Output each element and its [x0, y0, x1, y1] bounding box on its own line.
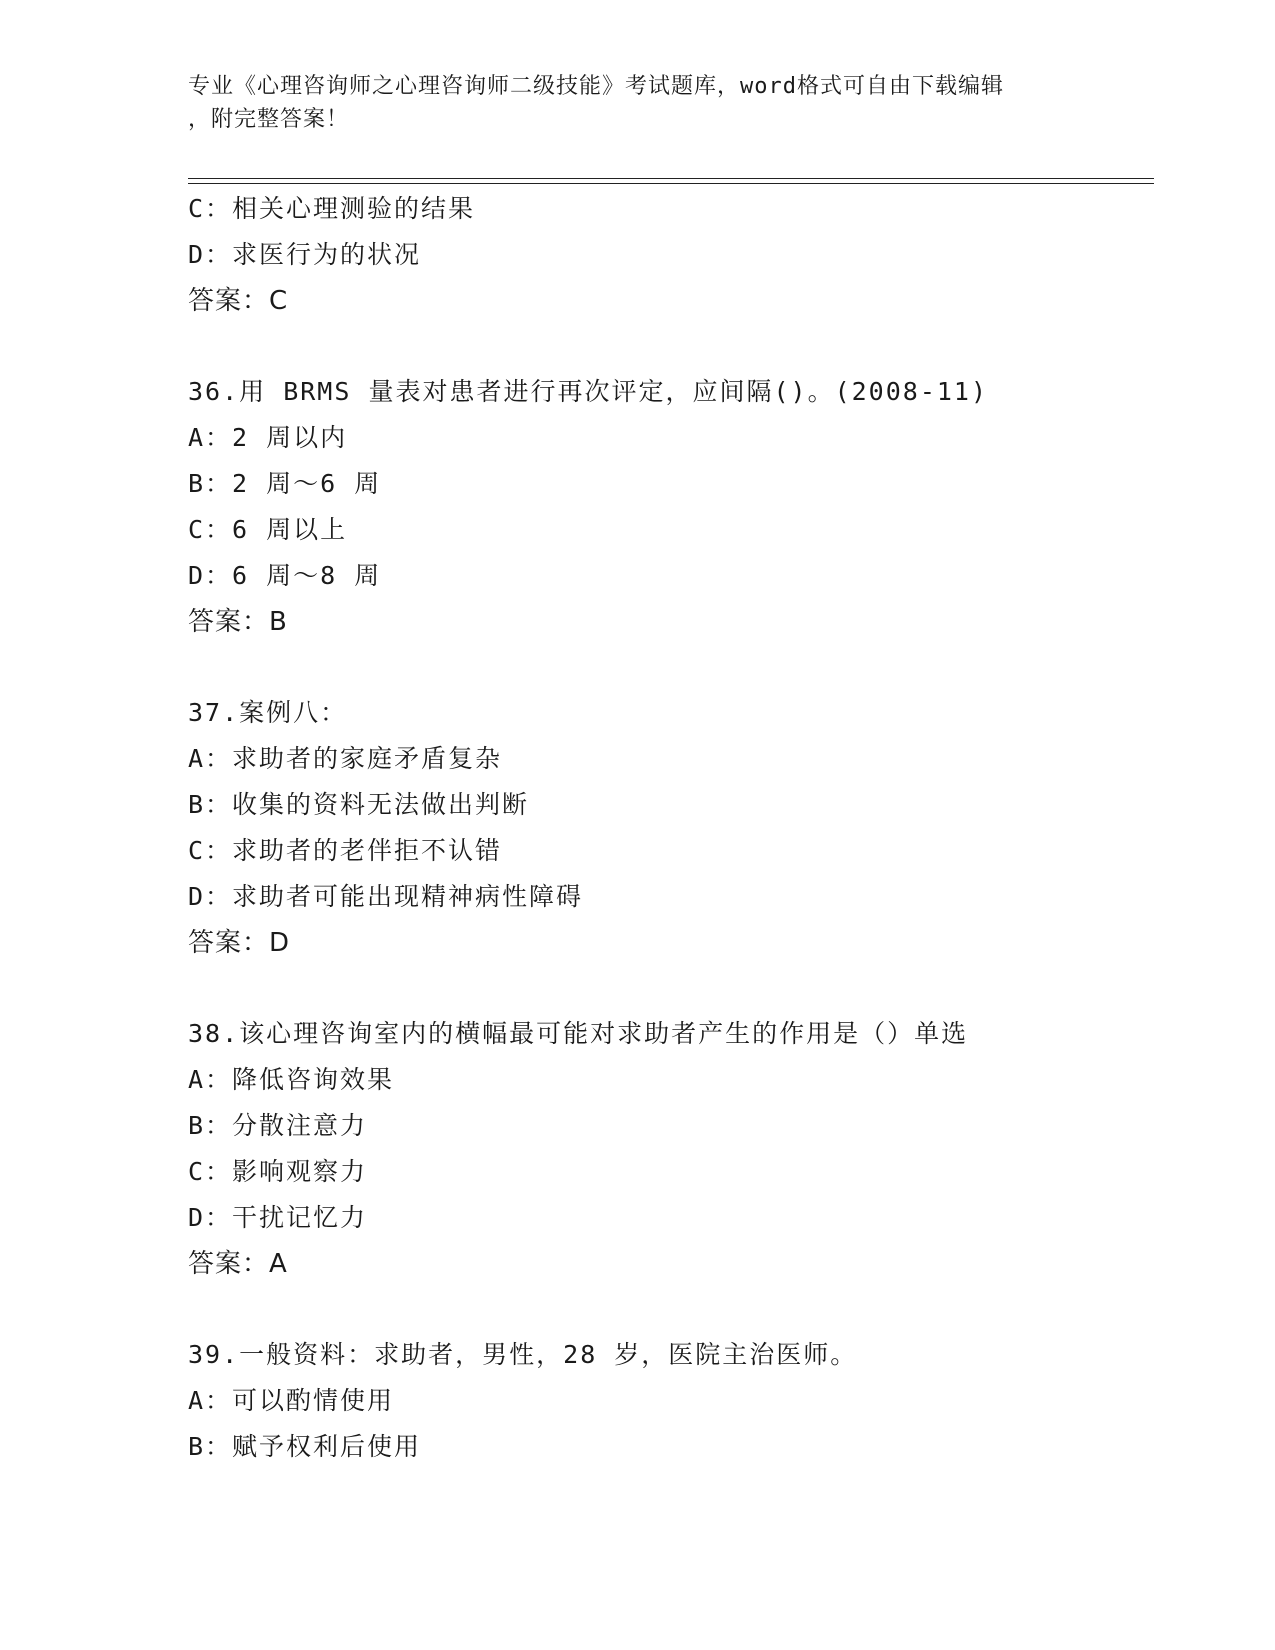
spacer [188, 645, 1154, 690]
answer: 答案：C [188, 286, 289, 316]
option-d: D：干扰记忆力 [188, 1203, 368, 1232]
option-b: B：收集的资料无法做出判断 [188, 790, 530, 819]
option-a: A：求助者的家庭矛盾复杂 [188, 744, 503, 773]
spacer [188, 324, 1154, 369]
answer: 答案：D [188, 928, 291, 958]
option-d: D：6 周～8 周 [188, 561, 382, 590]
header-line-2: ，附完整答案！ [188, 107, 350, 132]
header-divider-top [188, 178, 1154, 179]
option-a: A：可以酌情使用 [188, 1386, 395, 1415]
header-divider-bottom [188, 183, 1154, 184]
option-c: C：影响观察力 [188, 1157, 368, 1186]
option-c: C：相关心理测验的结果 [188, 194, 476, 223]
spacer [188, 966, 1154, 1011]
question-35 [188, 186, 1154, 324]
option-b: B：分散注意力 [188, 1111, 368, 1140]
option-a: A：降低咨询效果 [188, 1065, 395, 1094]
option-b: B：赋予权利后使用 [188, 1432, 422, 1461]
question-list [188, 186, 1154, 1470]
answer: 答案：A [188, 1249, 288, 1279]
option-c: C：求助者的老伴拒不认错 [188, 836, 503, 865]
question-38 [188, 1011, 1154, 1287]
header-line-1: 专业《心理咨询师之心理咨询师二级技能》考试题库，word格式可自由下载编辑 [188, 74, 1004, 99]
spacer [188, 1287, 1154, 1332]
question-text: 36.用 BRMS 量表对患者进行再次评定，应间隔()。(2008-11) [188, 377, 989, 406]
question-text: 38.该心理咨询室内的横幅最可能对求助者产生的作用是（）单选 [188, 1019, 969, 1048]
question-36 [188, 369, 1154, 645]
question-39 [188, 1332, 1154, 1470]
question-text: 39.一般资料：求助者，男性，28 岁，医院主治医师。 [188, 1340, 858, 1369]
document-header [188, 70, 1088, 136]
option-d: D：求医行为的状况 [188, 240, 422, 269]
question-37 [188, 690, 1154, 966]
option-a: A：2 周以内 [188, 423, 348, 452]
question-text: 37.案例八： [188, 698, 348, 727]
option-b: B：2 周～6 周 [188, 469, 382, 498]
option-c: C：6 周以上 [188, 515, 348, 544]
option-d: D：求助者可能出现精神病性障碍 [188, 882, 584, 911]
answer: 答案：B [188, 607, 288, 637]
